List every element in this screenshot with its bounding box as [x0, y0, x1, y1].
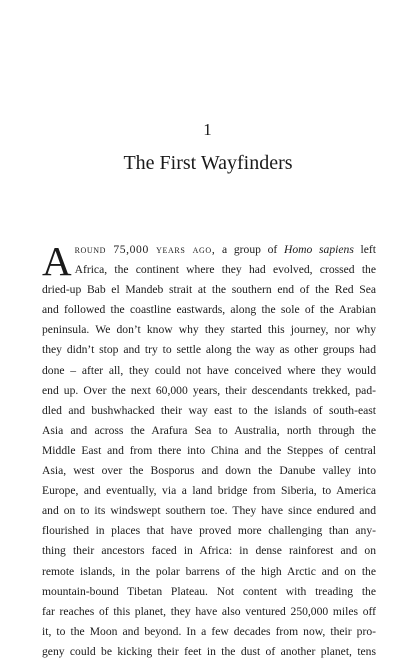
body-line: remote islands, in the polar barrens of the high Arctic and on the: [42, 564, 376, 578]
body-line: Africa, the continent where they had evolved, crossed the: [74, 263, 376, 277]
body-line: done – after all, they could not have conceived where they would: [42, 363, 376, 377]
body-line: Middle East and from there into China and the Steppes of central: [42, 443, 376, 457]
drop-cap: A: [42, 238, 72, 284]
body-line: and on to its windswept southern toe. They have since endured and: [42, 504, 376, 518]
body-line: flourished in places that have proved more challenging than any-: [42, 524, 376, 538]
body-line: it, to the Moon and beyond. In a few decades from now, their pro-: [42, 624, 376, 638]
body-line: dled and bushwhacked their way east to the islands of south-east: [42, 403, 376, 417]
species-name: Homo sapiens: [284, 243, 354, 256]
body-line: Europe, and eventually, via a land bridge from Siberia, to America: [42, 484, 376, 498]
body-line: they didn’t stop and try to settle along the way as other groups had: [42, 343, 376, 357]
chapter-title: The First Wayfinders: [123, 152, 293, 174]
small-caps-opening: round 75,000 years ago,: [74, 243, 216, 256]
body-line: thing their ancestors faced in Africa: in dense rainforest and on: [42, 544, 376, 558]
chapter-number: 1: [203, 120, 213, 139]
body-line: peninsula. We don’t know why they started this journey, nor why: [42, 323, 376, 337]
body-line: dried-up Bab el Mandeb strait at the southern end of the Red Sea: [42, 283, 376, 297]
chapter-body: [42, 240, 376, 662]
body-line: geny could be kicking their feet in the dust of another planet, tens: [42, 644, 376, 658]
body-line: and followed the coastline eastwards, along the sole of the Arabian: [42, 303, 376, 317]
body-line: round 75,000 years ago, a group of Homo sapiens left: [74, 243, 376, 256]
body-line: far reaches of this planet, they have also ventured 250,000 miles off: [42, 604, 376, 618]
body-line: mountain-bound Tibetan Plateau. Not content with treading the: [42, 584, 376, 598]
body-line: end up. Over the next 60,000 years, their descendants trekked, pad-: [42, 383, 376, 397]
body-line: Asia, west over the Bosporus and down the Danube valley into: [42, 464, 376, 478]
body-line: Asia and across the Arafura Sea to Australia, north through the: [42, 423, 376, 437]
